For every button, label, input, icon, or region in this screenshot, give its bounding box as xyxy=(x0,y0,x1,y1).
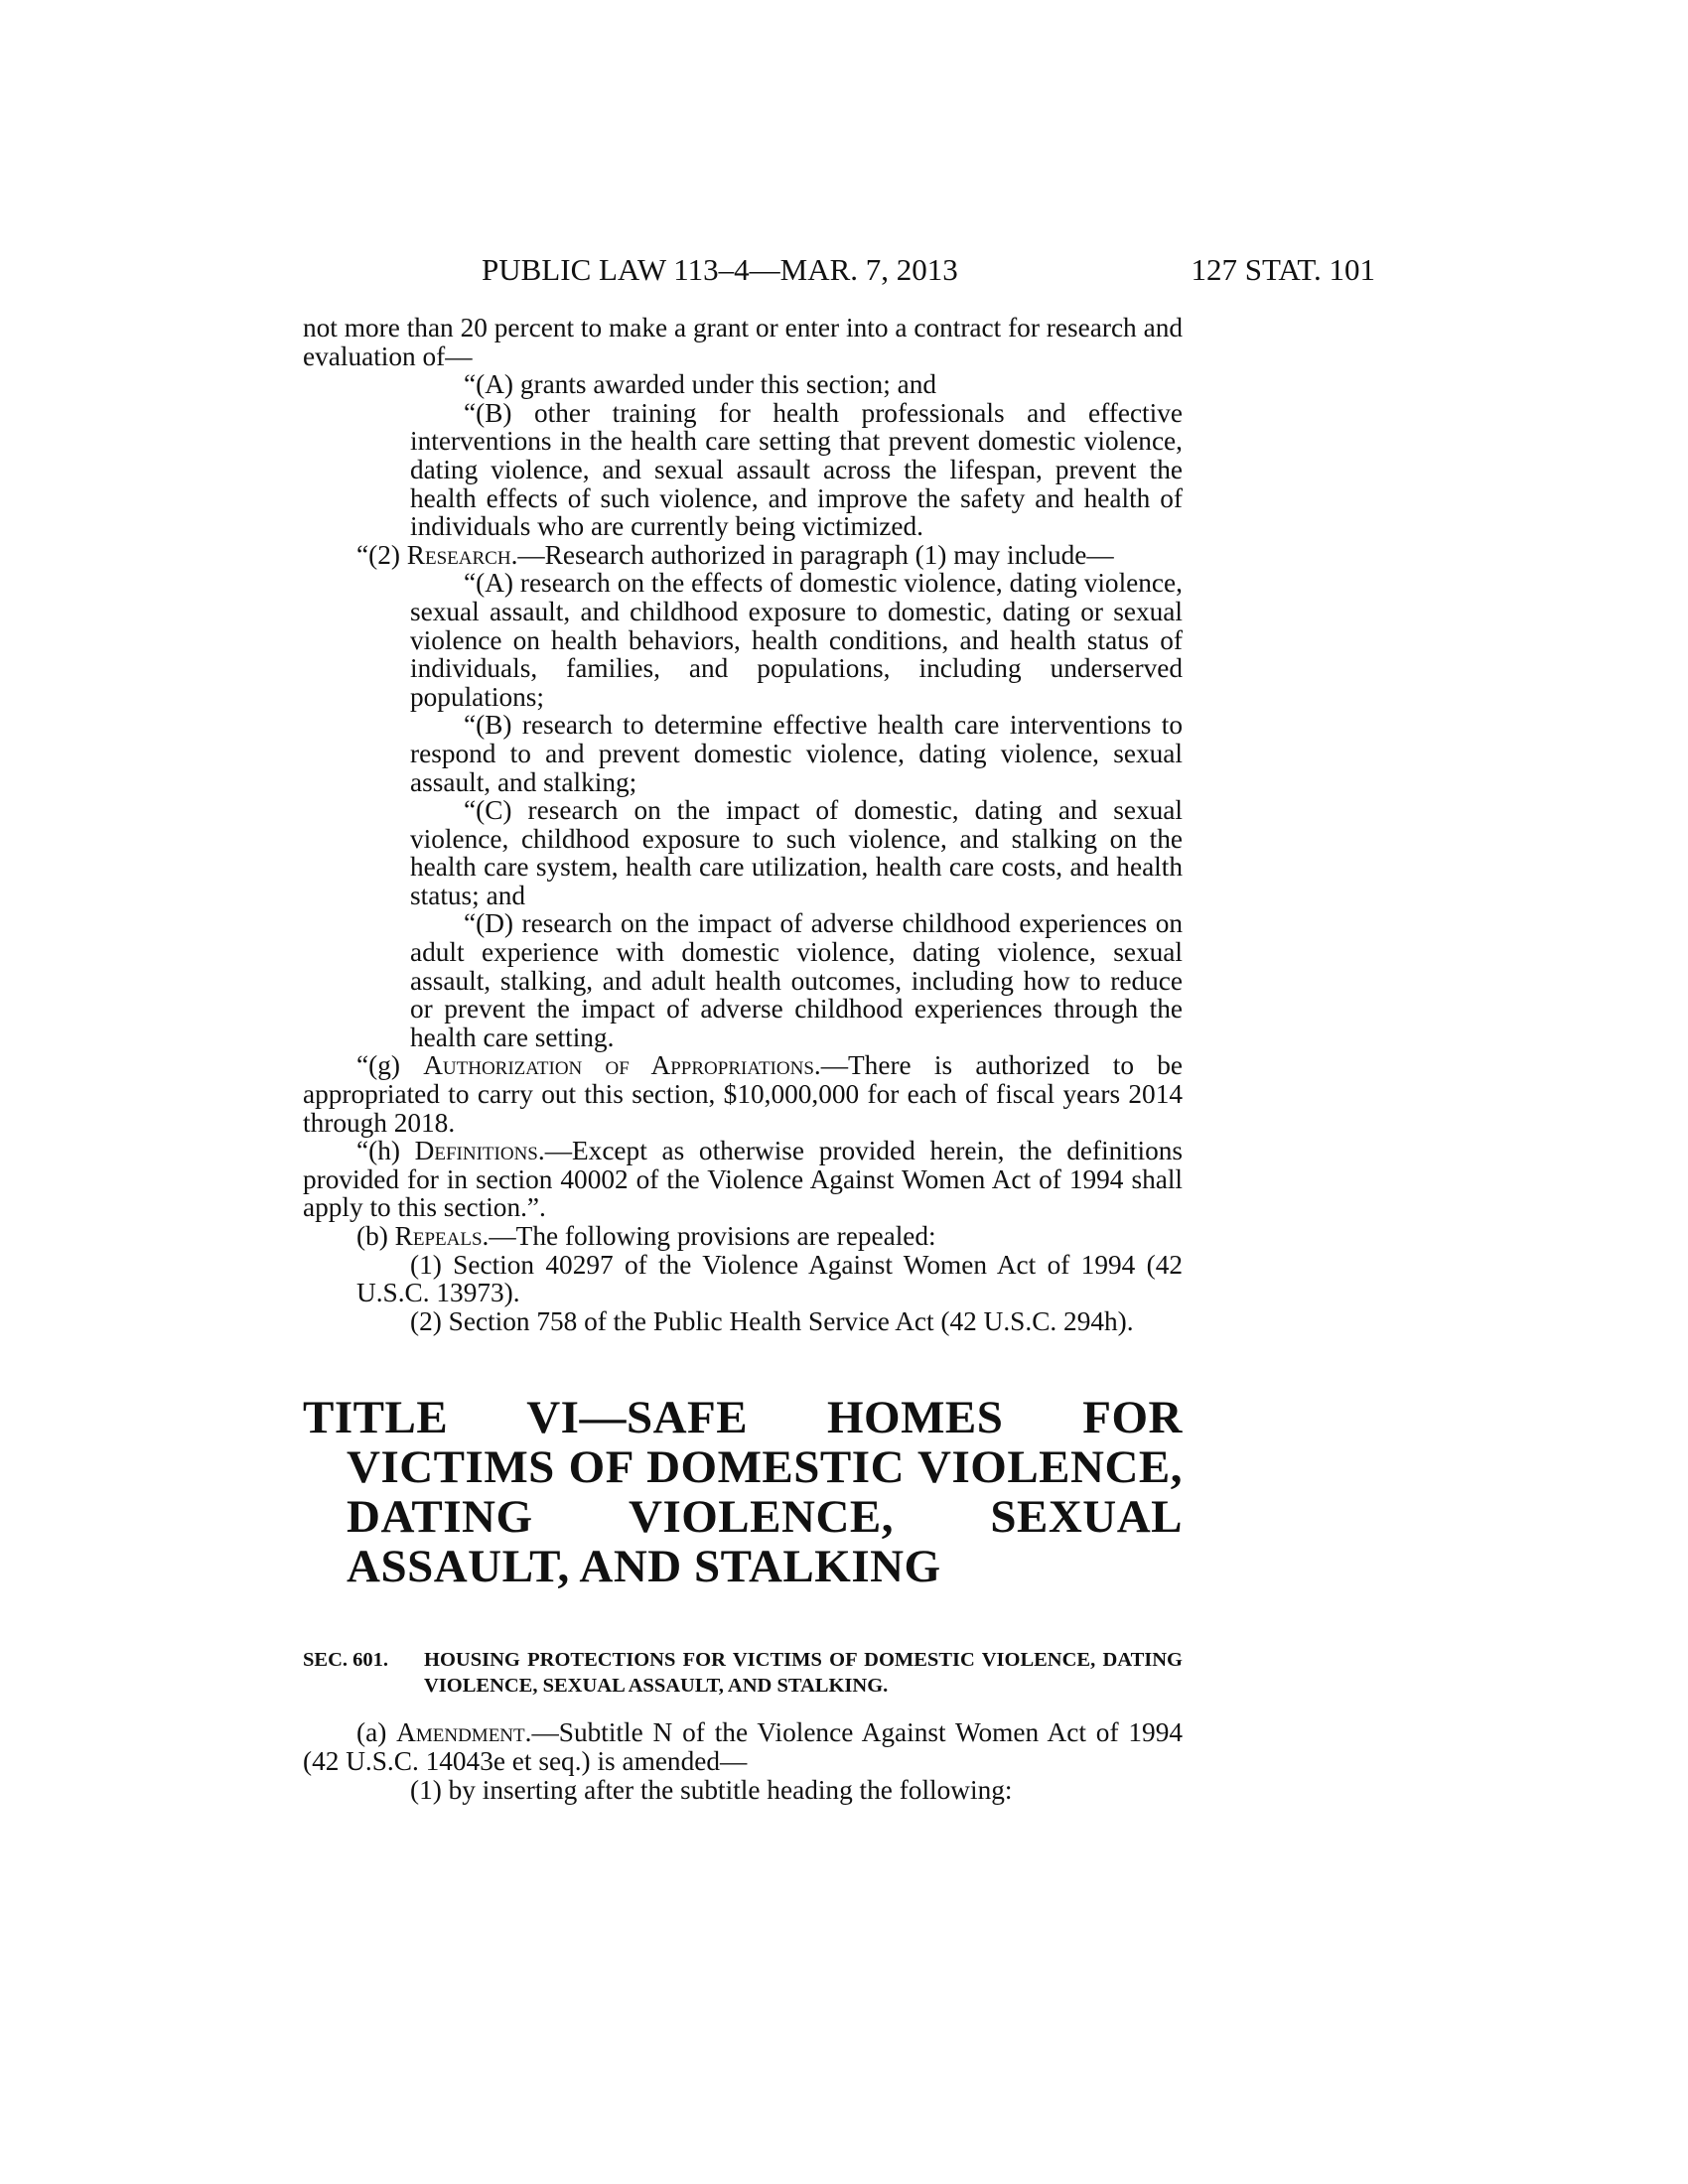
paragraph xyxy=(303,1718,1183,1775)
paragraph: “(C) research on the impact of domestic, dating and sexual violence, childhood exposure to such violence, and stalking on the health care system, health care utilization, health care costs, and health status; and xyxy=(410,795,1183,910)
running-head xyxy=(303,250,1375,290)
para-heading: Authorization of Appropriations xyxy=(423,1050,814,1081)
paragraph: “(B) research to determine effective health care interventions to respond to and prevent domestic violence, dating violence, sexual assault, and stalking; xyxy=(410,710,1183,797)
paragraph: “(A) research on the effects of domestic violence, dating violence, sexual assault, and childhood exposure to domestic, dating or sexual violence on health behaviors, health conditions, and health status of individuals, families, and populations, including underserved populations; xyxy=(410,568,1183,712)
running-head-page-ref: 127 STAT. 101 xyxy=(1191,252,1375,287)
title-heading: TITLE VI—SAFE HOMES FOR VICTIMS OF DOMESTIC VIOLENCE, DATING VIOLENCE, SEXUAL ASSAULT, AND STALKING xyxy=(303,1392,1183,1593)
para-number: “(h) xyxy=(356,1136,415,1166)
paragraph: (1) by inserting after the subtitle heading the following: xyxy=(410,1774,1013,1805)
paragraph: “(A) grants awarded under this section; and xyxy=(464,369,937,400)
paragraph: (2) Section 758 of the Public Health Service Act (42 U.S.C. 294h). xyxy=(410,1305,1134,1336)
paragraph: not more than 20 percent to make a grant or enter into a contract for research and evaluation of— xyxy=(303,313,1183,371)
section-title: HOUSING PROTECTIONS FOR VICTIMS OF DOMESTIC VIOLENCE, DATING VIOLENCE, SEXUAL ASSAULT, AND STALKING. xyxy=(424,1649,1183,1698)
paragraph xyxy=(303,1222,1183,1251)
para-number: (b) xyxy=(356,1221,395,1251)
para-number: “(g) xyxy=(356,1050,424,1081)
paragraph: “(D) research on the impact of adverse childhood experiences on adult experience with domestic violence, dating violence, sexual assault, stalking, and adult health outcomes, including how to reduce or prevent the impact of adverse childhood experiences through the health care setting. xyxy=(410,908,1183,1052)
section-heading xyxy=(303,1647,1183,1699)
para-text: .—Research authorized in paragraph (1) may include— xyxy=(510,539,1114,570)
running-head-title: PUBLIC LAW 113–4—MAR. 7, 2013 xyxy=(482,252,958,287)
para-heading: Repeals xyxy=(394,1221,483,1251)
para-number: “(2) xyxy=(356,539,407,570)
paragraph xyxy=(303,1051,1183,1137)
para-number: (a) xyxy=(356,1717,397,1748)
paragraph: (1) Section 40297 of the Violence Against Women Act of 1994 (42 U.S.C. 13973). xyxy=(356,1249,1183,1308)
paragraph xyxy=(303,1137,1183,1222)
para-text: .—Except as otherwise provided herein, the definitions provided for in section 40002 of the Violence Against Women Act of 1994 shall apply to this section.”. xyxy=(303,1136,1183,1223)
paragraph xyxy=(303,541,1183,570)
para-heading: Amendment xyxy=(396,1717,525,1748)
document-body xyxy=(303,314,1183,1804)
para-heading: Research xyxy=(406,539,511,570)
para-text: .—There is authorized to be appropriated to carry out this section, $10,000,000 for each of fiscal years 2014 through 2018. xyxy=(303,1050,1183,1138)
section-number: SEC. 601. xyxy=(303,1649,389,1672)
paragraph: “(B) other training for health professionals and effective interventions in the health care setting that prevent domestic violence, dating violence, and sexual assault across the lifespan, prevent the health effects of such violence, and improve the safety and health of individuals who are currently being victimized. xyxy=(410,397,1183,542)
para-text: .—The following provisions are repealed: xyxy=(482,1221,936,1251)
para-text: .—Subtitle N of the Violence Against Women Act of 1994 (42 U.S.C. 14043e et seq.) is amended— xyxy=(303,1717,1183,1776)
para-heading: Definitions xyxy=(414,1136,538,1166)
